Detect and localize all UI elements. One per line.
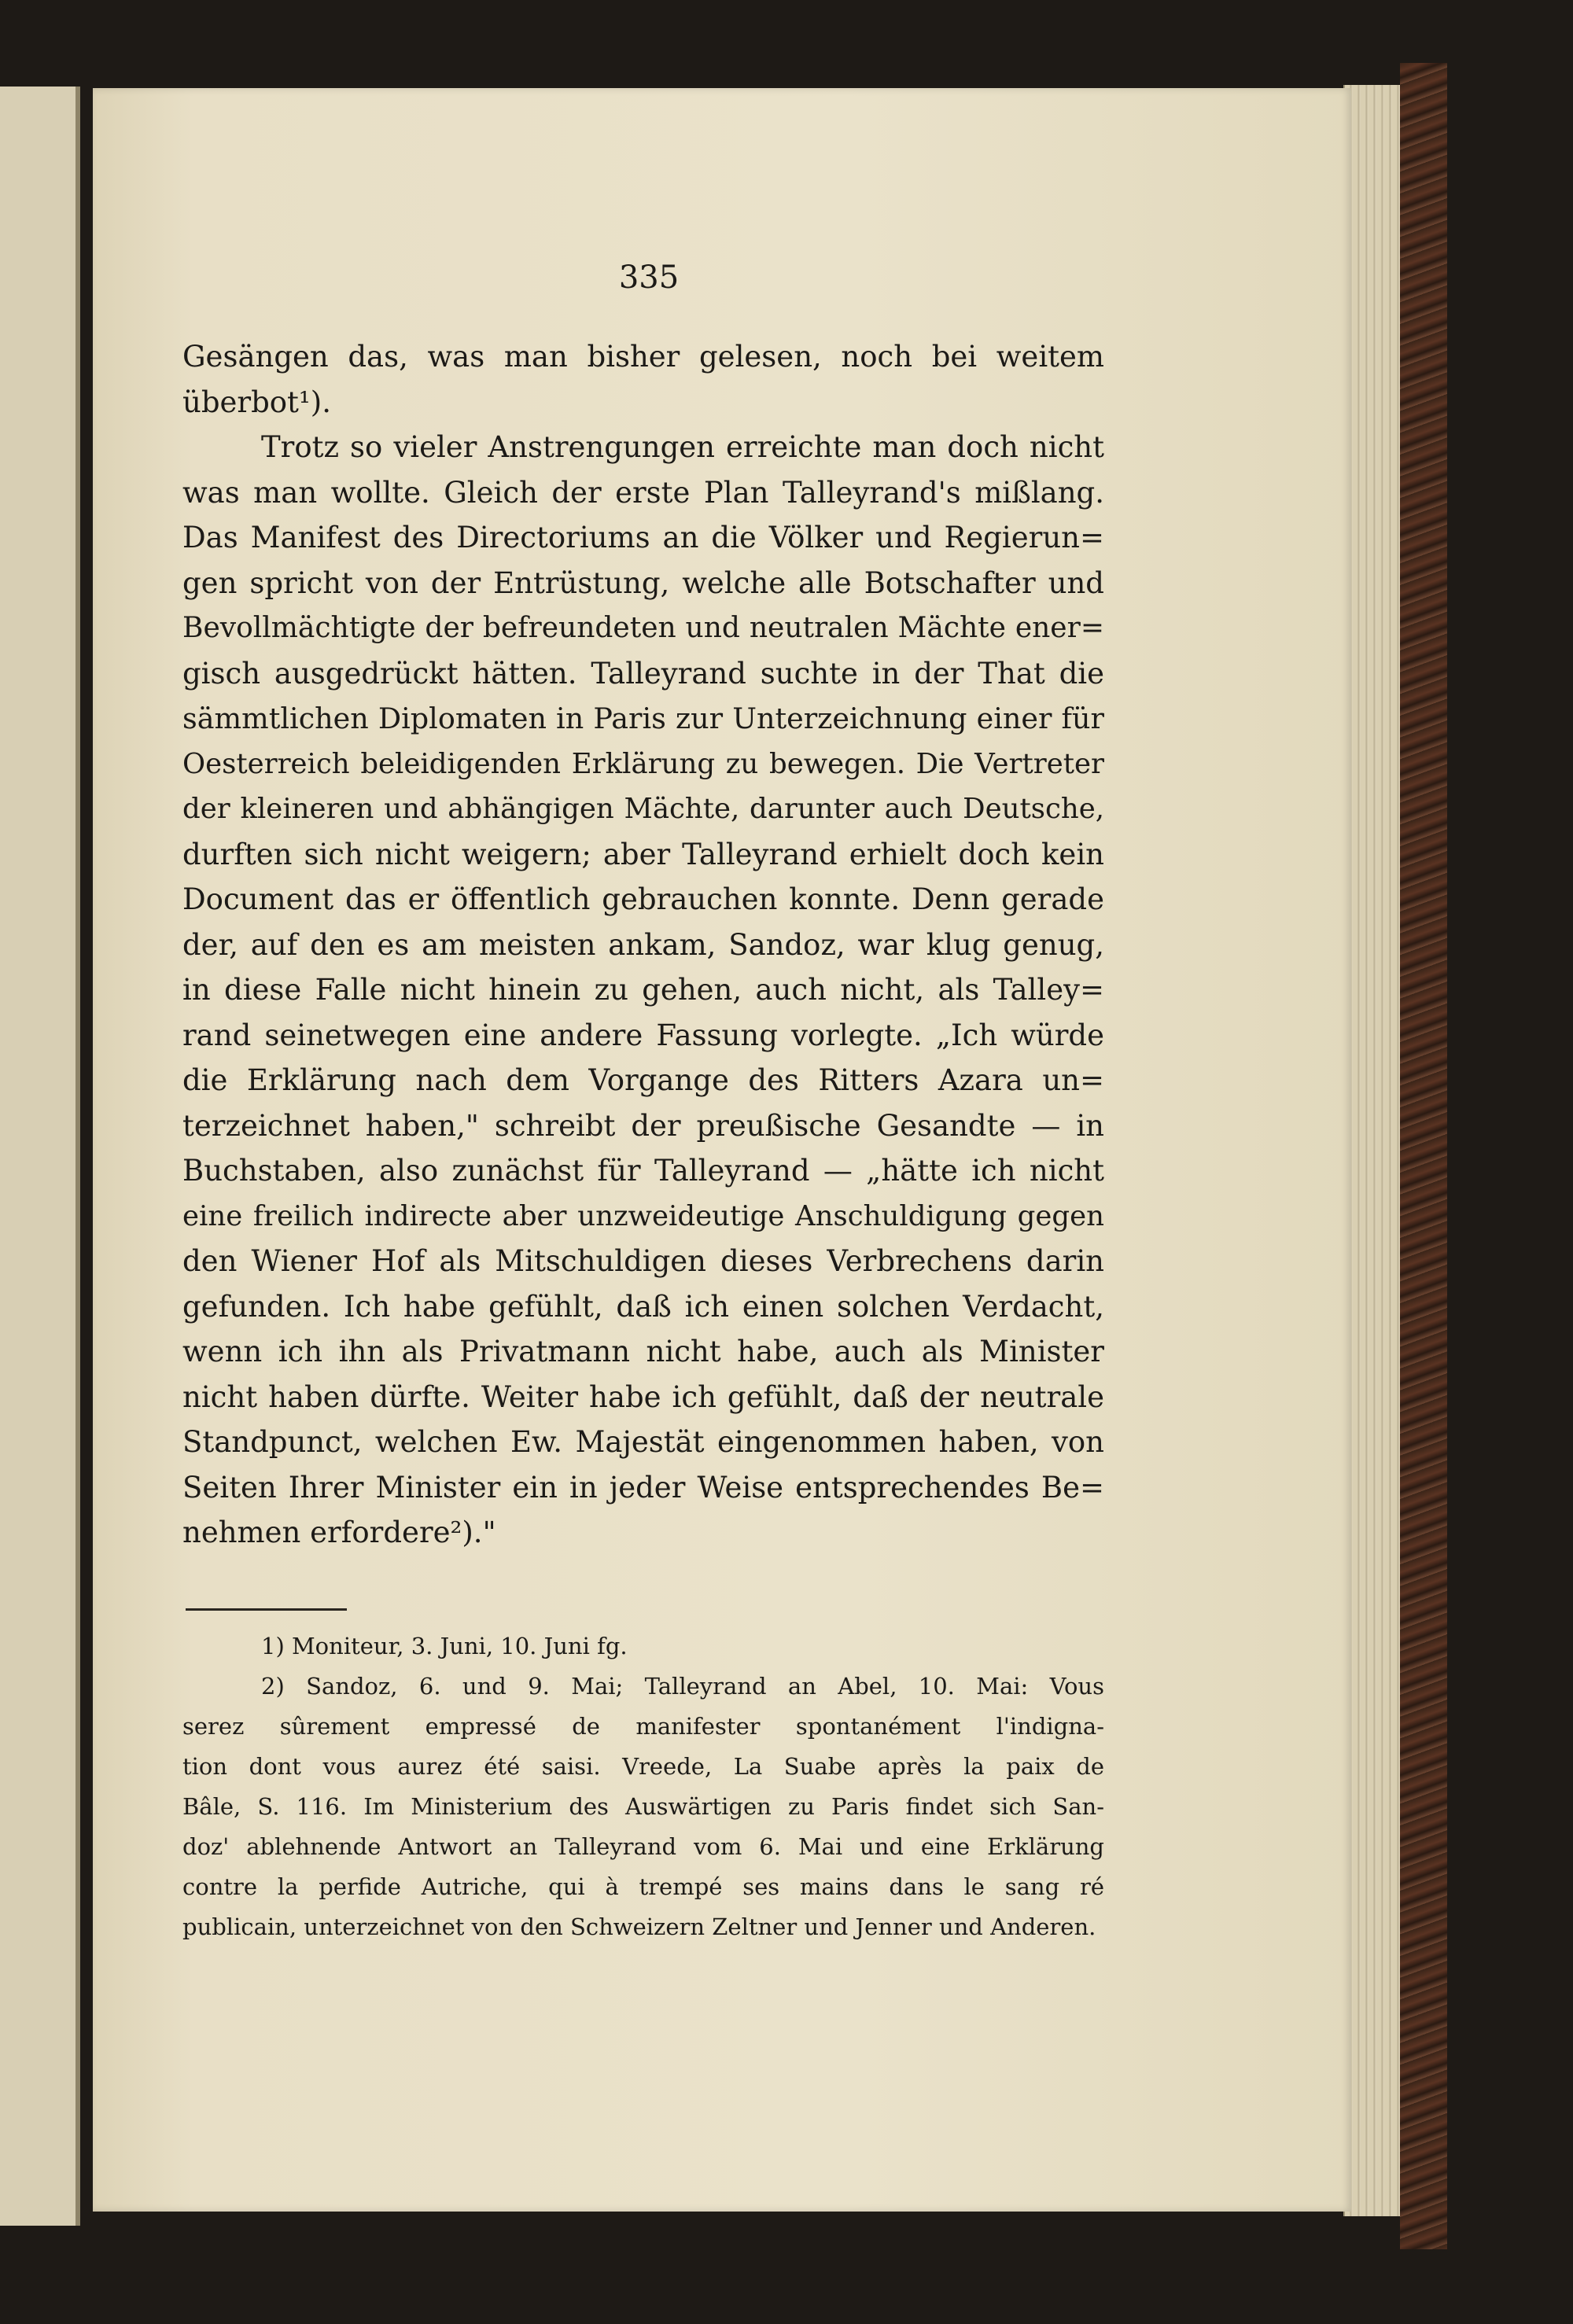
- footnote-line: publicain, unterzeichnet von den Schweizern Zeltner und Jenner und Anderen.: [182, 1913, 1096, 1940]
- text-line: Bevollmächtigte der befreundeten und neutralen Mächte ener=: [182, 612, 1104, 644]
- text-line: den Wiener Hof als Mitschuldigen dieses Verbrechens darin: [182, 1244, 1104, 1278]
- text-line: die Erklärung nach dem Vorgange des Ritters Azara un=: [182, 1063, 1104, 1097]
- footnote-line: doz' ablehnende Antwort an Talleyrand vom 6. Mai und eine Erklärung: [182, 1833, 1104, 1860]
- text-line: durften sich nicht weigern; aber Talleyrand erhielt doch kein: [182, 837, 1104, 871]
- footnote-rule: [186, 1608, 347, 1611]
- text-line: nehmen erfordere²).": [182, 1516, 496, 1549]
- footnote-line: 1) Moniteur, 3. Juni, 10. Juni fg.: [261, 1633, 628, 1659]
- text-line: gisch ausgedrückt hätten. Talleyrand suchte in der That die: [182, 656, 1104, 691]
- text-line: wenn ich ihn als Privatmann nicht habe, auch als Minister: [182, 1335, 1104, 1368]
- page-stack-edge: [1343, 85, 1400, 2216]
- text-line: überbot¹).: [182, 385, 331, 419]
- text-line: sämmtlichen Diplomaten in Paris zur Unterzeichnung einer für: [182, 702, 1104, 735]
- text-line: gefunden. Ich habe gefühlt, daß ich einen solchen Verdacht,: [182, 1289, 1104, 1324]
- text-line: Oesterreich beleidigenden Erklärung zu bewegen. Die Vertreter: [182, 747, 1104, 780]
- text-line: rand seinetwegen eine andere Fassung vorlegte. „Ich würde: [182, 1018, 1104, 1052]
- text-line: in diese Falle nicht hinein zu gehen, auch nicht, als Talley=: [182, 973, 1104, 1007]
- page-number: 335: [618, 260, 680, 296]
- text-line: nicht haben dürfte. Weiter habe ich gefühlt, daß der neutrale: [182, 1379, 1104, 1414]
- text-line: Gesängen das, was man bisher gelesen, noch bei weitem: [182, 340, 1104, 374]
- text-line: eine freilich indirecte aber unzweideutige Anschuldigung gegen: [182, 1199, 1104, 1232]
- footnotes: [182, 1626, 1104, 1947]
- footnote-line: contre la perfide Autriche, qui à trempé ses mains dans le sang ré: [182, 1873, 1104, 1900]
- text-line: terzeichnet haben," schreibt der preußische Gesandte — in: [182, 1108, 1104, 1143]
- text-line: der, auf den es am meisten ankam, Sandoz, war klug genug,: [182, 927, 1104, 962]
- left-page-edge: [0, 87, 80, 2226]
- text-line: gen spricht von der Entrüstung, welche alle Botschafter und: [182, 565, 1104, 600]
- text-line: was man wollte. Gleich der erste Plan Talleyrand's mißlang.: [182, 475, 1104, 510]
- footnote-line: tion dont vous aurez été saisi. Vreede, La Suabe après la paix de: [182, 1753, 1104, 1780]
- body-text: [182, 334, 1104, 1556]
- text-line: der kleineren und abhängigen Mächte, darunter auch Deutsche,: [182, 793, 1104, 825]
- text-line: Document das er öffentlich gebrauchen konnte. Denn gerade: [182, 882, 1104, 916]
- footnote-line: serez sûrement empressé de manifester spontanément l'indigna-: [182, 1713, 1104, 1740]
- text-line: Das Manifest des Directoriums an die Völker und Regierun=: [182, 521, 1104, 554]
- footnote-line: Bâle, S. 116. Im Ministerium des Auswärtigen zu Paris findet sich San-: [182, 1793, 1104, 1820]
- text-line: Standpunct, welchen Ew. Majestät eingenommen haben, von: [182, 1425, 1104, 1459]
- text-line: Trotz so vieler Anstrengungen erreichte man doch nicht: [261, 430, 1104, 464]
- book-cover-edge: [1400, 63, 1447, 2249]
- text-line: Buchstaben, also zunächst für Talleyrand — „hätte ich nicht: [182, 1154, 1104, 1188]
- text-line: Seiten Ihrer Minister ein in jeder Weise entsprechendes Be=: [182, 1470, 1104, 1505]
- footnote-line: 2) Sandoz, 6. und 9. Mai; Talleyrand an Abel, 10. Mai: Vous: [261, 1673, 1104, 1700]
